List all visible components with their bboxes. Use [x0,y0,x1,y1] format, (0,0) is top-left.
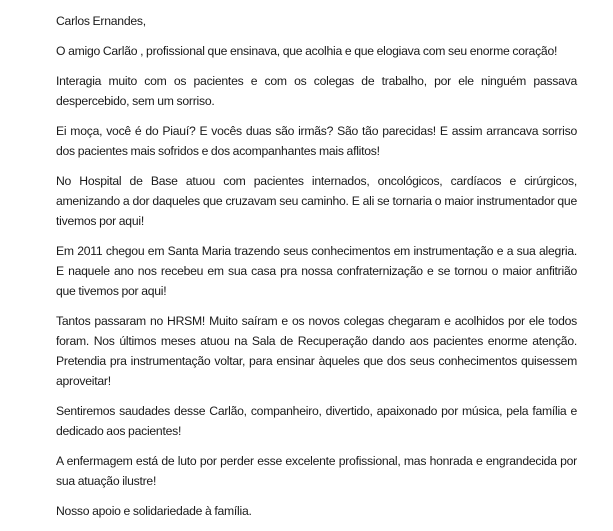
paragraph-enfermagem: A enfermagem está de luto por perder esse excelente profissional, mas honrada e engrandecida por sua atuação ilustre! [56,454,577,488]
paragraph-piaui: Ei moça, você é do Piauí? E vocês duas são irmãs? São tão parecidas! E assim arrancava sorriso dos pacientes mais sofridos e dos acompanhantes mais aflitos! [56,124,577,158]
paragraph-hrsm: Tantos passaram no HRSM! Muito saíram e os novos colegas chegaram e acolhidos por ele todos foram. Nos últimos meses atuou na Sala de Recuperação dando aos pacientes enorme atenção. Pretendia pra instrumentação voltar, para ensinar àqueles que dos seus conhecimentos quisessem aproveitar! [56,314,577,388]
paragraph-interaction: Interagia muito com os pacientes e com os colegas de trabalho, por ele ninguém passava despercebido, sem um sorriso. [56,74,577,108]
salutation: Carlos Ernandes, [56,14,146,28]
paragraph-hospital-de-base: No Hospital de Base atuou com pacientes internados, oncológicos, cardíacos e cirúrgicos, amenizando a dor daqueles que cruzavam seu caminho. E ali se tornaria o maior instrumentador que tivemos por aqui! [56,174,577,228]
paragraph-opening: O amigo Carlão , profissional que ensinava, que acolhia e que elogiava com seu enorme coração! [56,44,558,58]
paragraph-santa-maria: Em 2011 chegou em Santa Maria trazendo seus conhecimentos em instrumentação e a sua alegria. E naquele ano nos recebeu em sua casa pra nossa confraternização e se tornou o maior anfitrião que tivemos por aqui! [56,244,577,298]
paragraph-saudades: Sentiremos saudades desse Carlão, companheiro, divertido, apaixonado por música, pela família e dedicado aos pacientes! [56,404,577,438]
document-body [56,11,577,531]
closing: Nosso apoio e solidariedade à família. [56,504,252,518]
